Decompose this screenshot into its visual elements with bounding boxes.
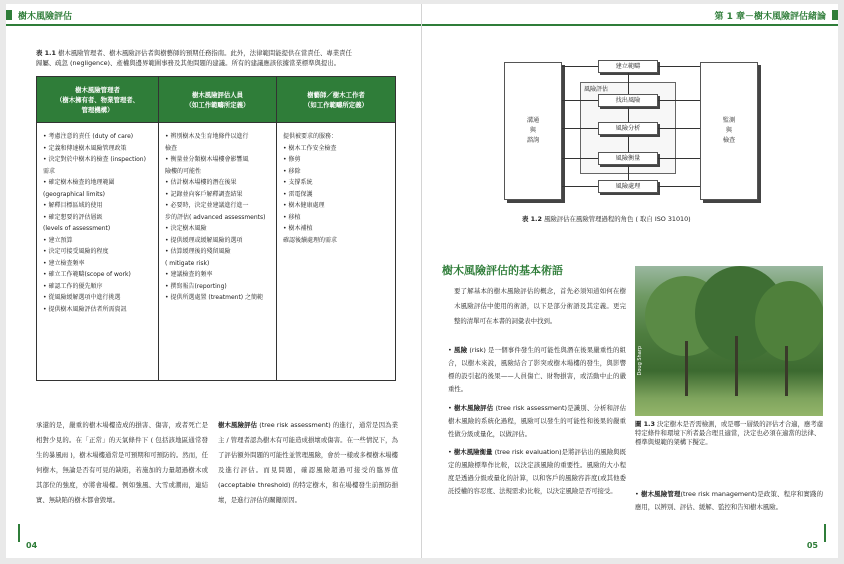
table-cell-line: 確認後續處理的需求 [283, 236, 338, 244]
term-risk: • 風險 (risk) 是一個事件發生的可能性與潛在後果嚴重性的組合，以樹木來說，風險結合了影突或樹木場樓的發生，與影響標的設引起的後果——人員傷亡、財物損害，或活動中止的嚴重性。 [448, 346, 627, 393]
box-line: 諮詢 [526, 137, 540, 144]
box-line: 溝通 [526, 117, 540, 124]
table-cell-line: • 確定想要的評估層級 [43, 213, 103, 221]
header-line: （如工作範疇所定義） [185, 100, 250, 109]
risk-assessment-label: 風險評估 [584, 86, 609, 93]
photo-credit: Doug Sharp [637, 346, 643, 376]
connector-left [562, 100, 598, 101]
table-cell-line: • 確認工作的優先順序 [43, 282, 103, 290]
table-cell-line: • 記錄並向客戶解釋調查結果 [165, 190, 243, 198]
body-paragraph-right [218, 418, 398, 508]
table-cell-line: • 決定對於中樹木的檢查 (inspection) [43, 156, 146, 163]
treatment-box: 風險處理 [598, 180, 658, 193]
box-line: 檢查 [722, 137, 736, 144]
left-page [6, 4, 422, 558]
column-items [159, 123, 276, 312]
photo-caption-label: 圖 1.3 [635, 420, 655, 428]
running-header [6, 4, 421, 26]
term-text: (tree risk assessment) 的進行，通常是因為業主 / 管理者認為樹木有可能造成損壞或傷害。在一些情況下，為了評估額外問題的可能性並管理風險，會於一樣或多棵樹木場樓及進行評估。而見問題，確認風險超過可接受的臨界值 (acceptable threshold) 的特定樹木，和在場樓發生前預防損壞，是進行評估的關鍵原因。 [218, 421, 399, 504]
analyze-risk-box: 風險分析 [598, 122, 658, 135]
table-cell-line: • 建立預算 [43, 236, 73, 244]
table-cell-line: • 提供緩理或緩解風險的選項 [165, 236, 243, 244]
table-cell-line: • 估計樹木場樓的潛在後果 [165, 179, 237, 186]
monitoring-box [700, 62, 758, 200]
term-label: 樹木風險管理 [641, 490, 681, 498]
right-page [422, 4, 838, 558]
tree-trunk [785, 346, 788, 396]
table-cell-line: • 決定樹木風險 [165, 225, 207, 232]
box-line: 與 [529, 127, 537, 134]
table-cell-line: 需求 [43, 167, 56, 175]
connector-left [562, 66, 598, 67]
table-cell-line: • 樹木補植 [283, 225, 313, 232]
header-line: 樹藝師／樹木工作者 [307, 90, 365, 99]
connector-right [658, 66, 700, 67]
arrow-down [628, 135, 629, 152]
connector-left [562, 186, 598, 187]
term-text: (tree risk management)是政策、程序和實踐的應用，以辨別、評估、緩解、監控和告知樹木風險。 [635, 490, 823, 511]
header-line: 樹木風險管理者 [75, 85, 120, 94]
table-cell-line: (levels of assessment) [43, 225, 111, 232]
term-text: (tree risk evaluation)是將評估出的風險與既定的風險標準作比較，以決定該風險的重要性。風險的大小程度是透過分級或量化的計算，以和客戶的風險容許度(或其他委託授權的容忍度、法規需求)比較，以決定風險是否可接受。 [448, 448, 627, 495]
connector-right [658, 128, 700, 129]
table-cell-line: • 衡量並分類樹木場樓會影響風 [165, 156, 249, 163]
connector-right [658, 186, 700, 187]
header-bar [832, 10, 838, 20]
table-column-manager [37, 77, 159, 380]
column-items [277, 123, 395, 254]
table-cell-line: • 撰寫報告(reporting) [165, 282, 227, 290]
table-cell-line: 險樓的可能性 [165, 167, 202, 175]
arrow-down [628, 73, 629, 94]
table-cell-line: • 支撐系統 [283, 179, 313, 186]
column-header [159, 77, 276, 123]
header-title: 樹木風險評估 [18, 12, 73, 22]
table-cell-line: • 必要時，決定並建議進行進一 [165, 202, 249, 209]
connector-right [658, 100, 700, 101]
connector-left [562, 158, 598, 159]
table-cell-line: • 雷電保護 [283, 190, 313, 198]
table-cell-line: 提供被要求的服務： [283, 133, 338, 140]
arrow-down [628, 165, 629, 180]
table-cell-line: (geographical limits) [43, 190, 105, 198]
box-line: 監測 [722, 117, 736, 124]
header-line: （如工作範疇所定義） [304, 100, 368, 109]
table-caption-line-2: 歸屬、疏忽 (negligence)、產權與邊界範圍事務及其他問題的建議。所有的建議應該依據當業標準與提出。 [36, 59, 341, 67]
figure-caption-label: 表 1.2 [522, 215, 542, 223]
table-cell-line: • 樹木工作安全檢查 [283, 144, 337, 152]
table-cell-line: • 定義和傳達樹木風險管理政策 [43, 144, 127, 152]
term-management: • 樹木風險管理(tree risk management)是政策、程序和實踐的應用，以辨別、評估、緩解、監控和告知樹木風險。 [635, 490, 823, 511]
tree-trunk [735, 336, 738, 396]
table-cell-line: • 建議檢查的頻率 [165, 271, 213, 278]
photo-caption [635, 420, 825, 447]
term-label: 樹木風險衡量 [453, 448, 493, 456]
table-cell-line: • 考慮注意的責任 (duty of care) [43, 133, 134, 140]
term-assessment: • 樹木風險評估 (tree risk assessment)是識別、分析和評估樹木風險的系統化過程，風險可以發生的可能性和後果的嚴重性做分級或量化，以做評估。 [448, 404, 627, 438]
table-column-arborist [277, 77, 395, 380]
running-header [422, 4, 838, 26]
table-cell-line: 檢查 [165, 144, 178, 152]
connector-left [562, 128, 598, 129]
table-cell-line: 步的評估( advanced assessments) [165, 213, 266, 221]
table-cell-line: • 確定樹木檢查的地理範圍 [43, 179, 115, 186]
table-cell-line: • 提供所選處置 (treatment) 之簡範 [165, 294, 264, 301]
table-column-assessor [159, 77, 277, 380]
risk-process-diagram [504, 58, 760, 208]
table-cell-line: • 樹木健康處理 [283, 202, 325, 209]
table-caption-label: 表 1.1 [36, 49, 56, 57]
arrow-down [628, 107, 629, 122]
body-paragraph-left: 承還的是，嚴重的樹木場樓造成的損害、傷害，或者死亡是相對少見的。在「正常」的天氣條件下 ( 包括該地區通常發生的暴風雨 )，樹木場樓通常是可預期和可預防的。然而，任何樹木，無論是否有可見的缺陷，若施加的力量超過樹木或其部位的強度，亦將會場樓。例如強風、大雪或潮雨，連結實、無缺陷的樹木都會毀壞。 [36, 421, 208, 504]
table-cell-line: • 辨別樹木及生育地條件以進行 [165, 133, 249, 140]
table-cell-line: • 移植 [283, 213, 301, 221]
table-caption-line-1: 樹木風險管理者、樹木風險評估者與樹藝師的預期任務指南。此外，法律範問能提供在當責任、專業責任 [57, 49, 352, 57]
scope-box: 建立範疇 [598, 60, 658, 73]
table-cell-line: • 建立檢查頻率 [43, 259, 85, 267]
table-cell-line: • 決定可接受風險的程度 [43, 248, 109, 255]
photo-caption-text: 決定樹木是否需檢測，或是哪一層級的評估才合適，應考慮特定條件和環境下所者最合理且適當，決定也必須在適當的法律、標準與規範的架構下擬定。 [635, 420, 824, 446]
book-spread [6, 4, 838, 558]
tree-trunk [685, 341, 688, 396]
connector-right [658, 158, 700, 159]
header-line: 樹木風險評估人員 [191, 90, 244, 99]
table-cell-line: • 確立工作範疇(scope of work) [43, 271, 131, 278]
page-number: 05 [806, 541, 818, 550]
table-cell-line: ( mitigate risk) [165, 259, 210, 267]
term-evaluation: • 樹木風險衡量 (tree risk evaluation)是將評估出的風險與既定的風險標準作比較，以決定該風險的重要性。風險的大小程度是透過分級或量化的計算，以和客戶的風險容許度(或其他委託授權的容忍度、法規需求)比較，以決定風險是否可接受。 [448, 448, 627, 495]
column-header [277, 77, 395, 123]
communication-box [504, 62, 562, 200]
tree-photo [635, 266, 823, 416]
term-label: 樹木風險評估 [453, 404, 494, 412]
column-items [37, 123, 158, 323]
table-cell-line: • 修剪 [283, 156, 301, 163]
identify-risk-box: 找出風險 [598, 94, 658, 107]
page-number: 04 [26, 541, 38, 550]
table-cell-line: • 移除 [283, 167, 301, 175]
figure-caption [522, 214, 822, 224]
table-caption [36, 48, 398, 68]
section-title: 樹木風險評估的基本術語 [442, 264, 563, 277]
term-label: 樹木風險評估 [218, 421, 258, 429]
footer-rule [824, 524, 826, 542]
term-text: (tree risk assessment)是識別、分析和評估樹木風險的系統化過程，風險可以發生的可能性和後果的嚴重性做分級或量化，以做評估。 [448, 404, 627, 438]
responsibility-table [36, 76, 396, 381]
table-cell-line: • 解釋目標區域的使用 [43, 202, 103, 209]
intro-paragraph: 要了解基本的樹木風險評估的概念，首先必須知道如何在樹木風險評估中使用的術語，以下是部分術語及其定義。更完整的清單可在本書的詞彙表中找到。 [454, 287, 626, 325]
box-line: 與 [725, 127, 733, 134]
header-bar [6, 10, 12, 20]
header-line: （樹木擁有者、物業管理者、 [55, 95, 140, 104]
table-cell-line: • 估算緩理後的殘留風險 [165, 248, 231, 255]
figure-caption-text: 風險評估在風險管理過程的角色 ( 取自 ISO 31010) [543, 215, 691, 223]
header-line: 管理機構） [81, 105, 114, 114]
tree-canopy [755, 281, 823, 361]
table-cell-line: • 提供樹木風險評估者所需資訊 [43, 305, 127, 313]
column-header [37, 77, 158, 123]
term-label: 風險 [454, 346, 468, 354]
term-text: (risk) 是一個事件發生的可能性與潛在後果嚴重性的組合，以樹木來說，風險結合了影突或樹木場樓的發生，與影響標的設引起的後果——人員傷亡、財物損害，或活動中止的嚴重性。 [448, 346, 627, 393]
footer-rule [18, 524, 20, 542]
header-title: 第 1 章－樹木風險評估緒論 [714, 12, 826, 22]
table-cell-line: • 從風險緩解選項中進行挑選 [43, 294, 121, 301]
evaluate-risk-box: 風險衡量 [598, 152, 658, 165]
